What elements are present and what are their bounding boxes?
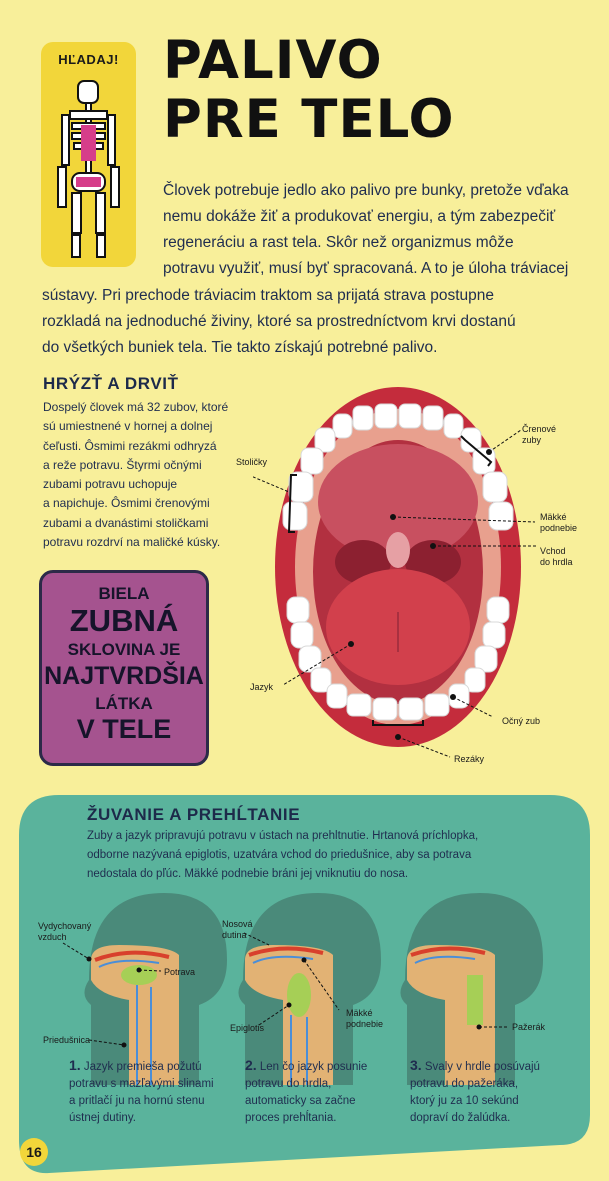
step-line: potravu do hrdla, [245, 1078, 332, 1090]
label-line: vzduch [38, 932, 67, 942]
swallow-line: nedostala do pľúc. Mäkké podnebie bráni jej vniknutiu do nosa. [87, 868, 409, 880]
enamel-line: BIELA [98, 584, 150, 603]
chew-line: čeľusti. Ôsmimi rezákmi odhryzá [43, 438, 217, 453]
label-nosova-dutina [222, 919, 253, 941]
enamel-line: NAJTVRDŠIA [44, 662, 204, 690]
label-line: Mäkké [346, 1008, 373, 1018]
title-line-1: PALIVO [163, 30, 383, 91]
intro-line: potravu využiť, musí byť spracovaná. A to je úloha tráviacej [163, 260, 569, 277]
swallow-line: Zuby a jazyk pripravujú potravu v ústach na prehltnutie. Hrtanová príchlopka, [87, 830, 479, 842]
step-line: dopraví do žalúdka. [410, 1112, 511, 1124]
find-label: HĽADAJ! [58, 52, 119, 67]
label-jazyk: Jazyk [250, 682, 274, 692]
label-line: Nosová [222, 919, 253, 929]
intro-line: sústavy. Pri prechode tráviacim traktom sa prijatá strava postupne [42, 287, 494, 304]
label-line: podnebie [346, 1019, 384, 1029]
label-line: zuby [522, 435, 542, 445]
chew-text [43, 398, 228, 552]
chew-line: zubami potravu uchopuje [43, 477, 178, 492]
label-line: do hrdla [540, 557, 573, 567]
step-line: Jazyk premieša požutú [83, 1061, 202, 1073]
label-makke-podnebie-2 [346, 1008, 383, 1030]
step-line: potravu s mazľavými slinami [69, 1078, 214, 1090]
label-line: Črenové [522, 424, 557, 434]
label-crenove-zuby [522, 424, 556, 446]
step-line: automaticky sa začne [245, 1095, 356, 1107]
page-title [163, 30, 455, 150]
step-number: 3. [410, 1057, 422, 1073]
label-rezaky: Rezáky [454, 754, 485, 764]
label-vchod-do-hrdla [540, 546, 573, 568]
skeleton-icon [48, 77, 129, 262]
intro-line: nemu dokáže žiť a produkovať energiu, a tým zabezpečiť [163, 208, 556, 225]
intro-line: do všetkých buniek tela. Tie takto získajú potrebné palivo. [42, 339, 438, 356]
swallow-heading: ŽUVANIE A PREHĹTANIE [87, 805, 301, 824]
enamel-line: SKLOVINA JE [67, 640, 181, 659]
chew-line: sú umiestnené v hornej a dolnej [43, 419, 213, 434]
page-number: 16 [20, 1138, 48, 1166]
chew-line: potravu rozdrví na maličké kúsky. [43, 535, 221, 550]
chew-line: zubami a dvanástimi stoličkami [43, 515, 209, 530]
step-line: proces prehĺtania. [245, 1112, 337, 1124]
label-line: Vchod [540, 546, 566, 556]
chew-line: a reže potravu. Štyrmi očnými [43, 457, 202, 472]
label-potrava: Potrava [164, 967, 196, 977]
enamel-line: V TELE [76, 714, 172, 744]
enamel-line: LÁTKA [95, 694, 153, 713]
open-mouth-illustration [253, 382, 543, 777]
step-line: potravu do pažeráka, [410, 1078, 519, 1090]
step-number: 1. [69, 1057, 81, 1073]
intro-line: Človek potrebuje jedlo ako palivo pre bunky, pretože vďaka [163, 182, 569, 199]
step-number: 2. [245, 1057, 257, 1073]
intro-line: regeneráciu a rast tela. Skôr než organizmus môže [163, 234, 514, 251]
enamel-fact-box [39, 570, 209, 766]
chew-heading: HRÝZŤ A DRVIŤ [43, 374, 179, 393]
label-makke-podnebie [540, 512, 577, 534]
step-line: ktorý ju za 10 sekúnd [410, 1095, 519, 1107]
step-caption-3 [410, 1057, 540, 1127]
step-line: a pritlačí ju na hornú stenu [69, 1095, 205, 1107]
chew-line: a napichuje. Ôsmimi črenovými [43, 496, 210, 511]
label-pazerak: Pažerák [512, 1022, 546, 1032]
chew-line: Dospelý človek má 32 zubov, ktoré [43, 400, 229, 414]
enamel-line: ZUBNÁ [69, 603, 179, 638]
step-caption-1 [69, 1057, 214, 1127]
label-ocny-zub: Očný zub [502, 716, 541, 726]
label-epiglotis: Epiglotis [230, 1023, 265, 1033]
step-line: Svaly v hrdle posúvajú [424, 1061, 540, 1073]
step-caption-2 [245, 1057, 367, 1127]
label-line: dutina [222, 930, 247, 940]
label-vydychovany-vzduch [38, 921, 91, 943]
label-line: Vydychovaný [38, 921, 92, 931]
label-stolicky: Stoličky [236, 457, 268, 467]
label-line: Mäkké [540, 512, 567, 522]
intro-line: rozkladá na jednoduché živiny, ktoré sa prostredníctvom krvi dostanú [42, 313, 516, 330]
title-line-2: PRE TELO [163, 89, 455, 150]
swallow-line: odborne nazývaná epiglotis, uzatvára vchod do priedušnice, aby sa potrava [87, 849, 472, 861]
step-line: Len čo jazyk posunie [259, 1061, 368, 1073]
find-badge [41, 42, 136, 267]
label-priedusnica: Priedušnica [43, 1035, 91, 1045]
swallow-text [87, 827, 478, 884]
label-line: podnebie [540, 523, 578, 533]
step-line: ústnej dutiny. [69, 1112, 136, 1124]
